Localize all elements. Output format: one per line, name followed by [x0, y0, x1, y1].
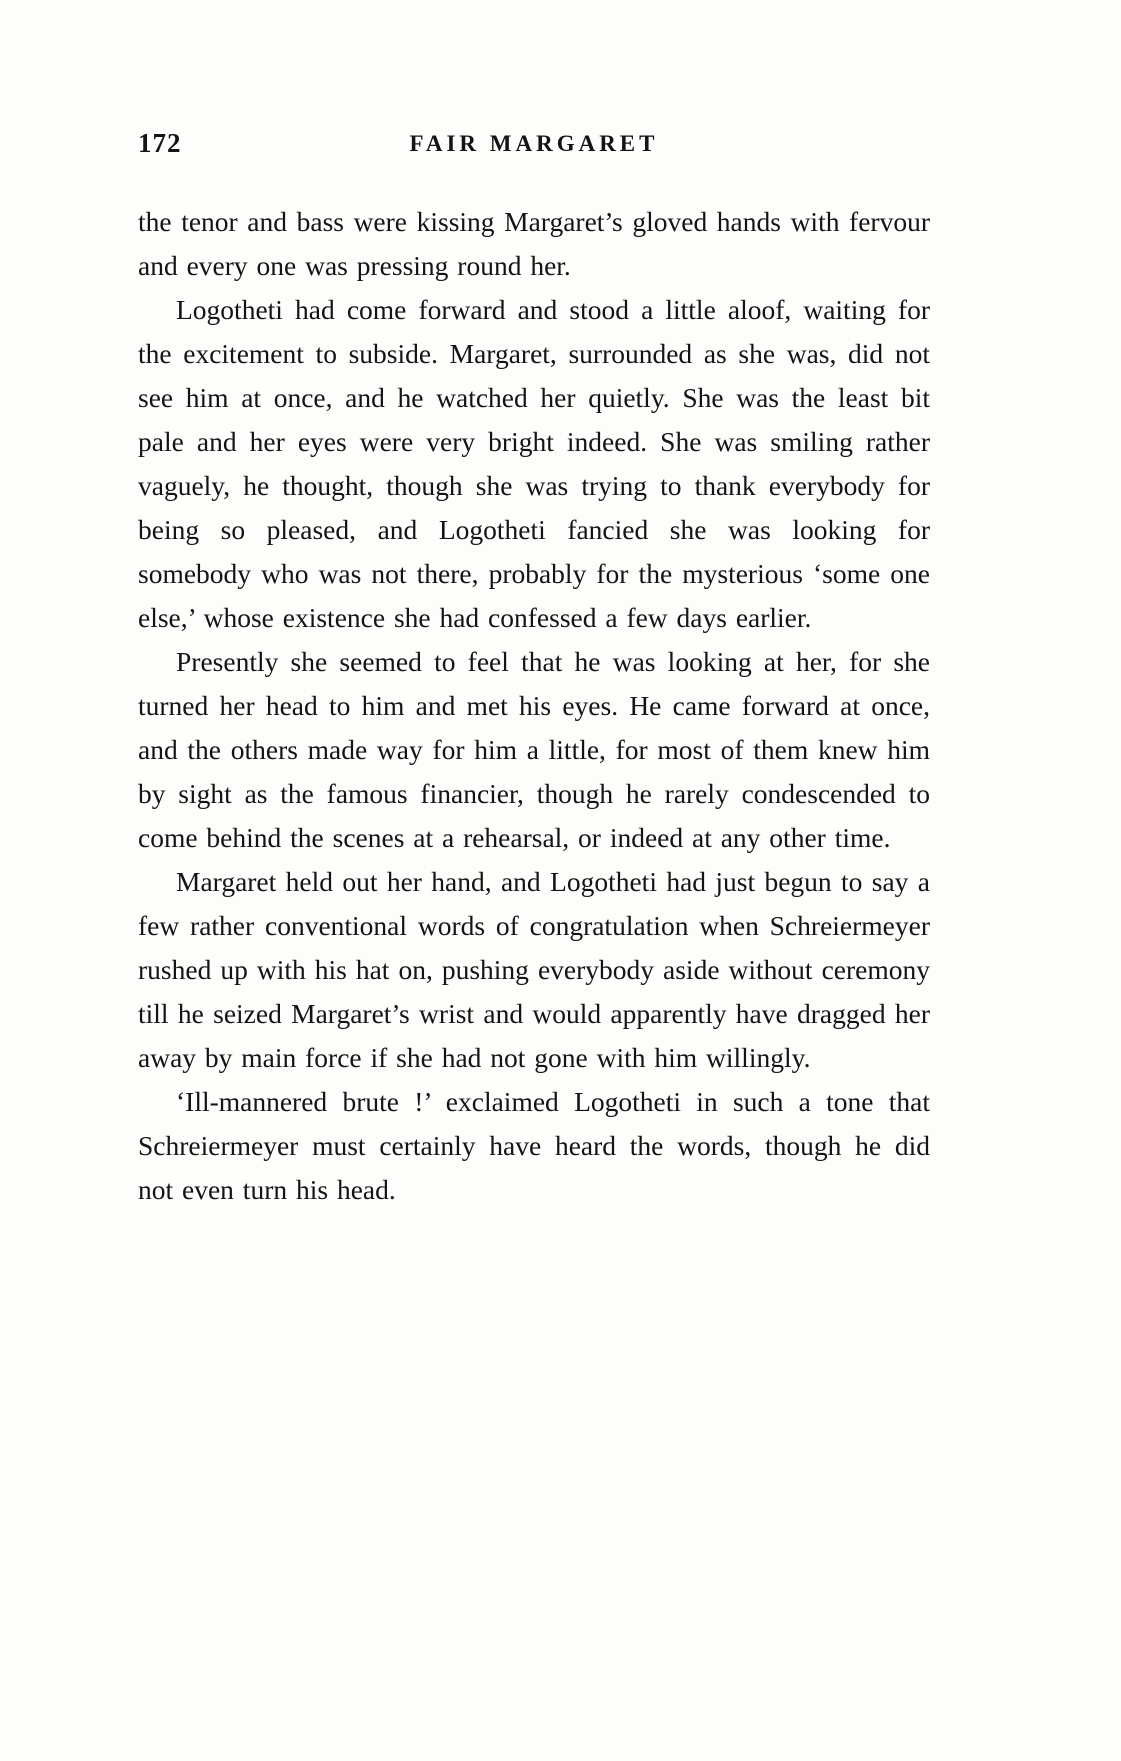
paragraph: ‘Ill-mannered brute !’ exclaimed Logotheti in such a tone that Schreiermeyer must certainly have heard the words, though he did not even turn his head.	[138, 1086, 930, 1205]
paragraph: Margaret held out her hand, and Logotheti had just begun to say a few rather conventional words of congratulation when Schreiermeyer rushed up with his hat on, pushing everybody aside without ceremony till he seized Margaret’s wrist and would apparently have dragged her away by main force if she had not gone with him willingly.	[138, 866, 930, 1073]
page-number: 172	[138, 128, 182, 158]
page-header	[138, 128, 930, 172]
paragraph: the tenor and bass were kissing Margaret’s gloved hands with fervour and every one was pressing round her.	[138, 206, 930, 281]
text-block	[138, 128, 930, 1212]
paragraph: Presently she seemed to feel that he was looking at her, for she turned her head to him and met his eyes. He came forward at once, and the others made way for him a little, for most of them knew him by sight as the famous financier, though he rarely condescended to come behind the scenes at a rehearsal, or indeed at any other time.	[138, 646, 930, 853]
body-text	[138, 200, 930, 1212]
running-head: FAIR MARGARET	[409, 131, 659, 156]
paragraph: Logotheti had come forward and stood a little aloof, waiting for the excitement to subside. Margaret, surrounded as she was, did not see him at once, and he watched her quietly. She was the least bit pale and her eyes were very bright indeed. She was smiling rather vaguely, he thought, though she was trying to thank everybody for being so pleased, and Logotheti fancied she was looking for somebody who was not there, probably for the mysterious ‘some one else,’ whose existence she had confessed a few days earlier.	[138, 294, 930, 633]
